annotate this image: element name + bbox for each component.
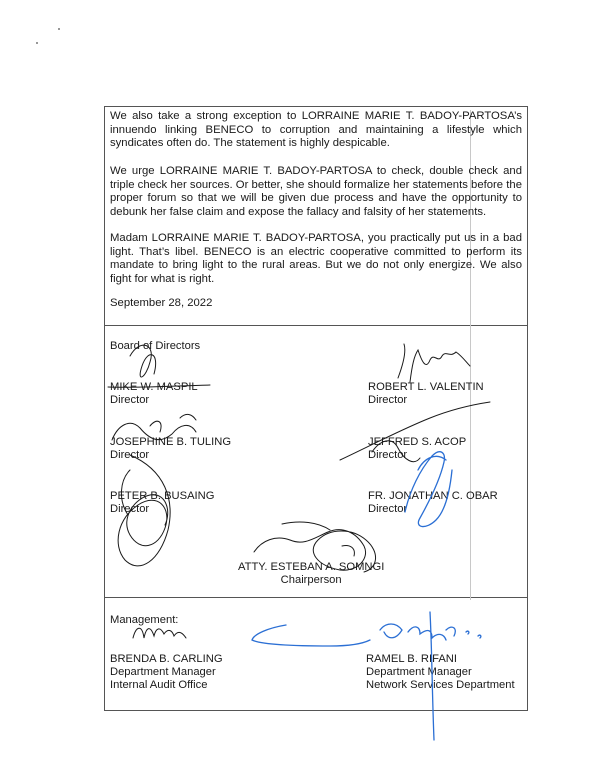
signatory-office: Network Services Department bbox=[366, 679, 515, 691]
signatory-role: Department Manager bbox=[110, 666, 216, 678]
signatory-obar bbox=[368, 490, 498, 516]
signatory-role: Department Manager bbox=[366, 666, 472, 678]
section-divider bbox=[104, 597, 528, 598]
signatory-busaing bbox=[110, 490, 214, 516]
signatory-name: ATTY. ESTEBAN A. SOMNGI bbox=[238, 561, 385, 573]
signatory-role: Director bbox=[110, 503, 150, 515]
signatory-chairperson bbox=[238, 561, 384, 587]
signatory-role: Chairperson bbox=[280, 574, 342, 586]
signatory-name: PETER B. BUSAING bbox=[110, 490, 215, 502]
statement-date: September 28, 2022 bbox=[110, 297, 213, 309]
signatory-carling bbox=[110, 653, 223, 692]
signatory-role: Director bbox=[110, 394, 150, 406]
signatory-tuling bbox=[110, 436, 231, 462]
signatory-name: RAMEL B. RIFANI bbox=[366, 653, 457, 665]
board-heading: Board of Directors bbox=[110, 340, 201, 352]
management-heading: Management: bbox=[110, 614, 179, 626]
signatory-office: Internal Audit Office bbox=[110, 679, 208, 691]
signatory-valentin bbox=[368, 381, 484, 407]
signatory-name: MIKE W. MASPIL bbox=[110, 381, 198, 393]
signatory-role: Director bbox=[368, 449, 408, 461]
signatory-name: JEFFRED S. ACOP bbox=[368, 436, 467, 448]
signatory-name: FR. JONATHAN C. OBAR bbox=[368, 490, 498, 502]
scan-speck bbox=[58, 28, 60, 30]
signatory-role: Director bbox=[368, 394, 408, 406]
signatory-name: ROBERT L. VALENTIN bbox=[368, 381, 484, 393]
section-divider bbox=[104, 325, 528, 326]
paragraph-exception: We also take a strong exception to LORRAINE MARIE T. BADOY-PARTOSA’s innuendo linking BENECO to corruption and maintaining a lifestyle which syndicates often do. The statement is highly despicable. bbox=[110, 110, 522, 150]
paragraph-libel: Madam LORRAINE MARIE T. BADOY-PARTOSA, you practically put us in a bad light. That’s libel. BENECO is an electric cooperative committed to perform its mandate to bring light to the rural areas. But we do not only energize. We also fight for what is right. bbox=[110, 232, 522, 285]
signatory-acop bbox=[368, 436, 466, 462]
paragraph-urge: We urge LORRAINE MARIE T. BADOY-PARTOSA to check, double check and triple check her sources. Or better, she should formalize her statements before the proper forum so that we will be given due process and have the opportunity to debunk her false claim and expose the fallacy and falsity of her statements. bbox=[110, 165, 522, 218]
signatory-maspil bbox=[110, 381, 198, 407]
scan-speck bbox=[36, 42, 38, 44]
signatory-role: Director bbox=[110, 449, 150, 461]
signatory-name: BRENDA B. CARLING bbox=[110, 653, 223, 665]
signatory-rifani bbox=[366, 653, 515, 692]
signatory-role: Director bbox=[368, 503, 408, 515]
signatory-name: JOSEPHINE B. TULING bbox=[110, 436, 232, 448]
